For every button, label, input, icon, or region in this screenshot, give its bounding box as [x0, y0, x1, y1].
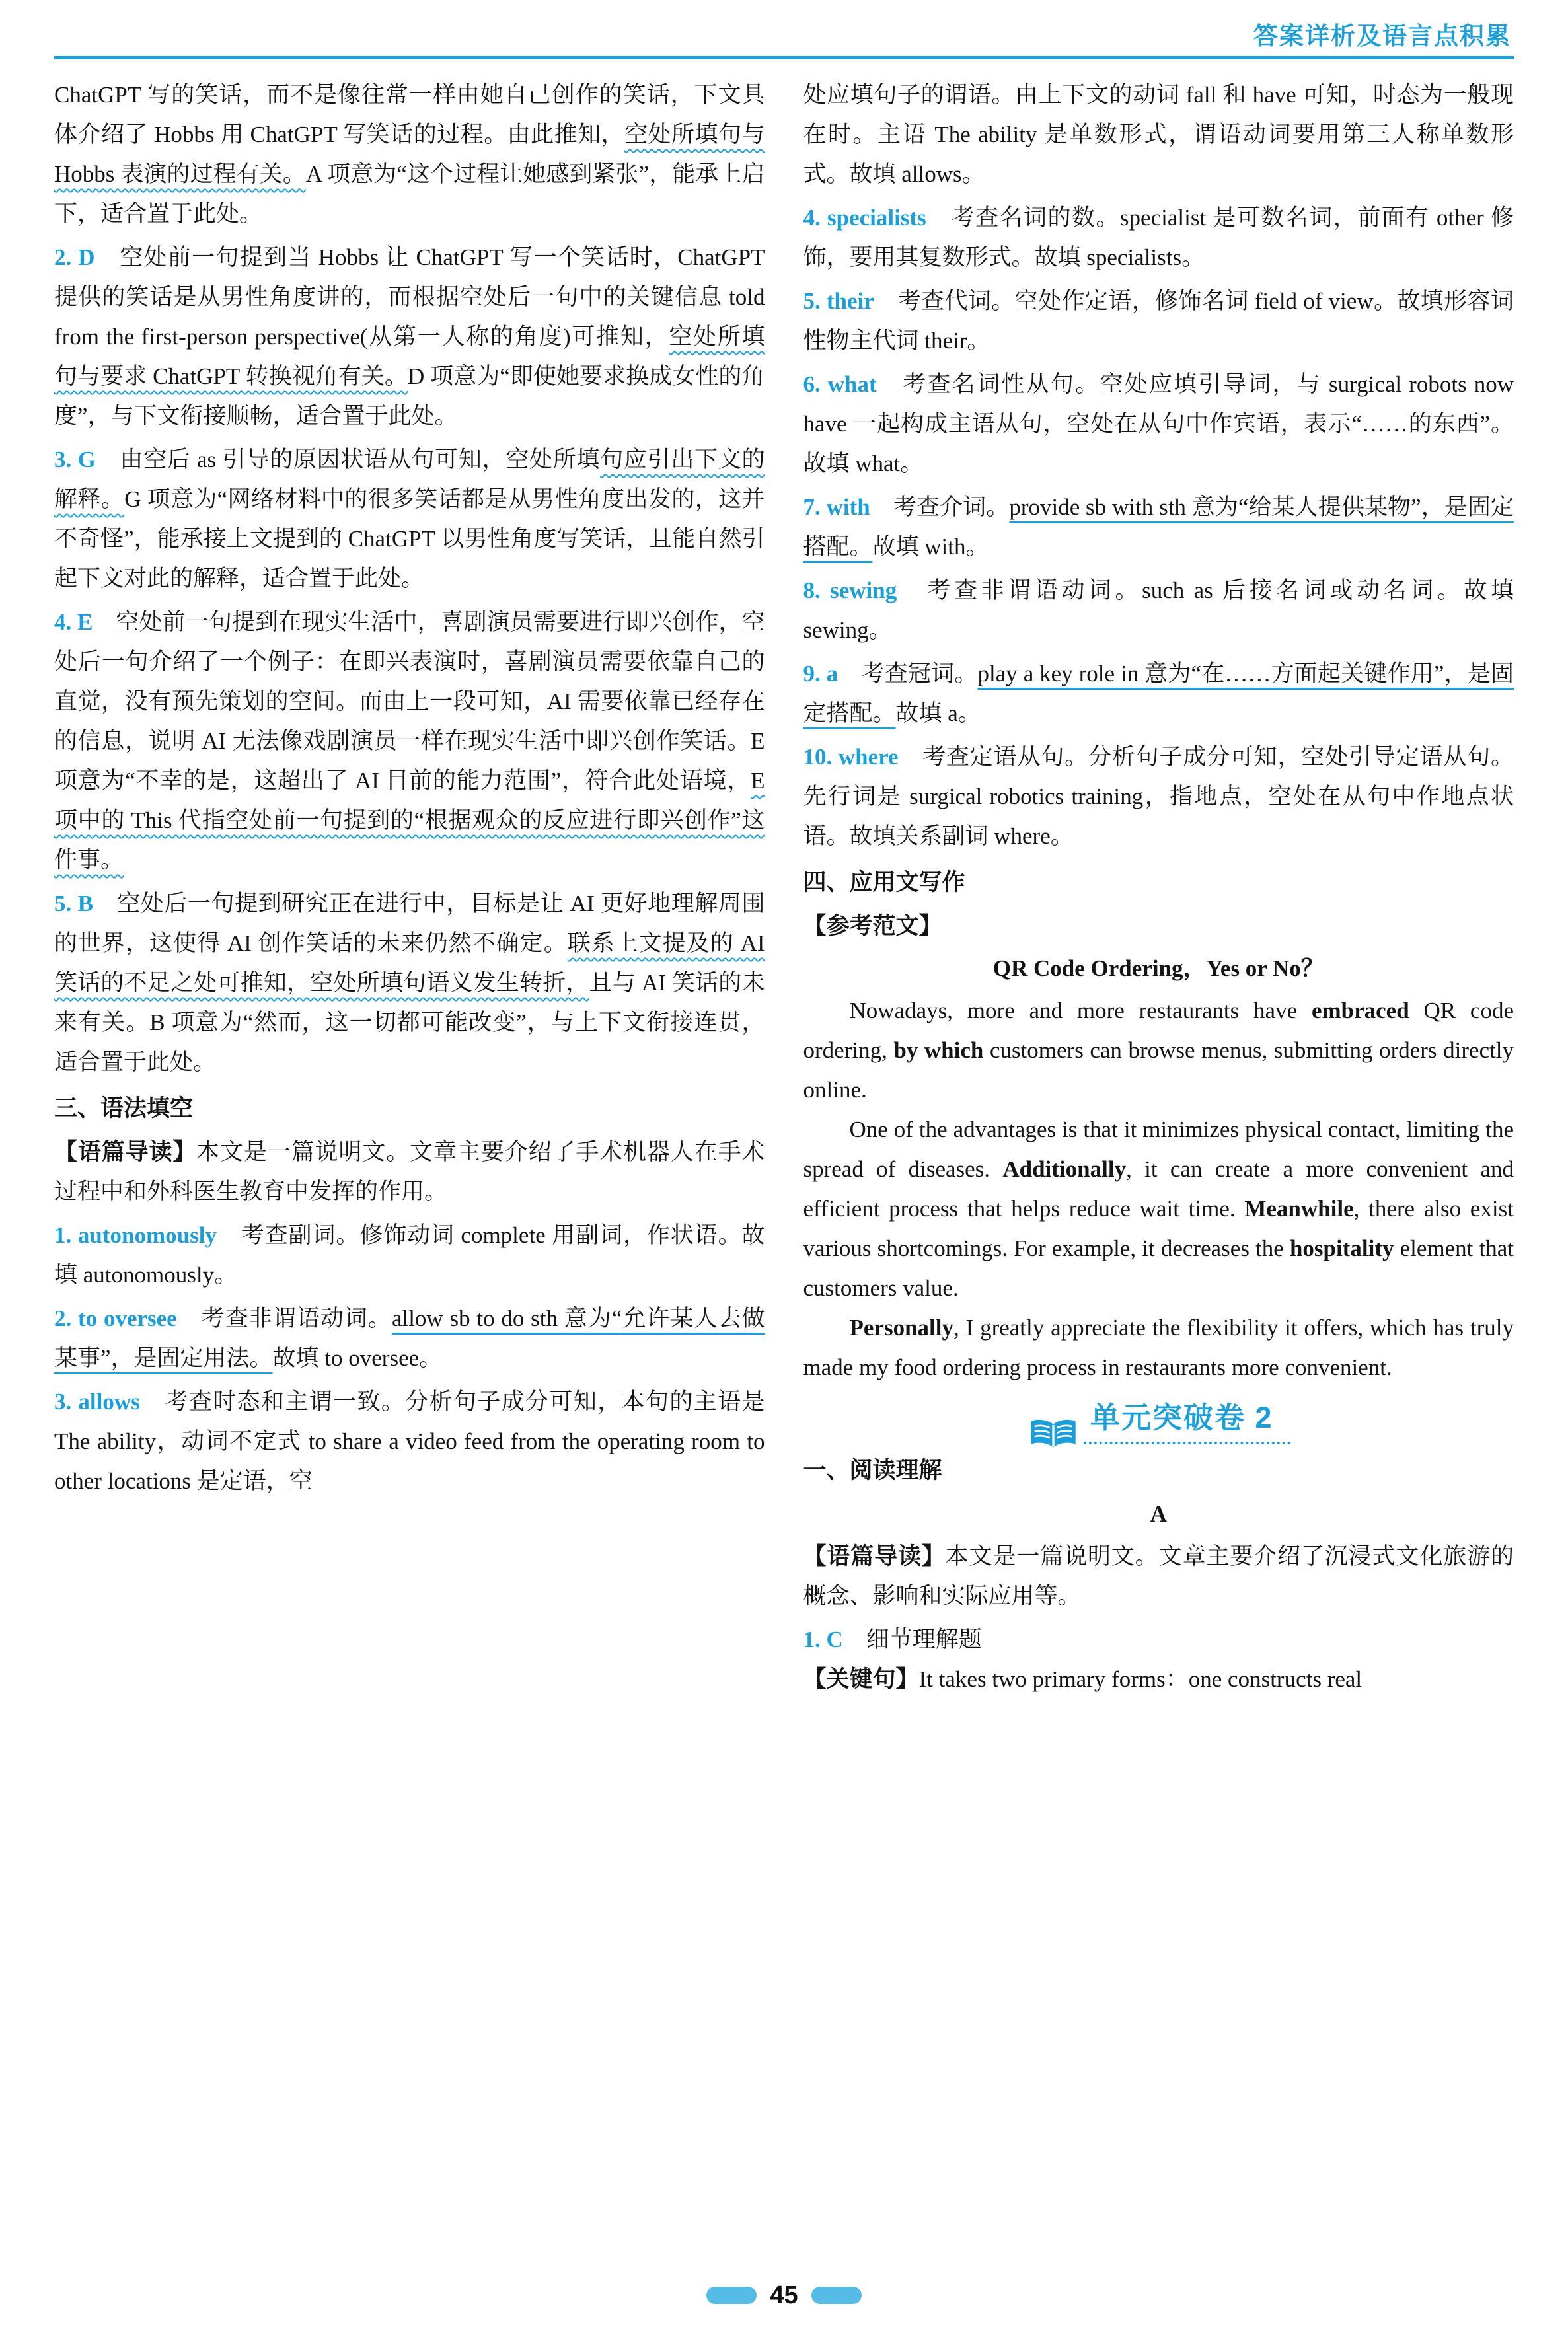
answer-label: 6. what — [803, 371, 877, 397]
answer-label: 2. D — [54, 244, 95, 270]
reading-answer-1 — [803, 1620, 1514, 1660]
answer-label: 5. their — [803, 288, 874, 314]
grammar-answer-3 — [54, 1382, 765, 1501]
text-run: 且与 AI 笑话的未来有关。B 项意为“然而，这一切都可能改变”，与上下文衔接连贯，适合置于此处。 — [54, 970, 765, 1075]
text-run: 一、阅读理解 — [803, 1457, 942, 1483]
text-run: 本文是一篇说明文。文章主要介绍了手术机器人在手术过程中和外科医生教育中发挥的作用。 — [54, 1139, 765, 1204]
text-run: 考查代词。空处作定语，修饰名词 field of view。故填形容词性物主代词 their。 — [803, 288, 1514, 353]
text-run: 句应引出下文的解释。 — [54, 447, 765, 512]
text-run: 处应填句子的谓语。由上下文的动词 fall 和 have 可知，时态为一般现在时。主语 The ability 是单数形式，谓语动词要用第三人称单数形式。故填 allows。 — [803, 82, 1514, 187]
text-run: QR code ordering, — [803, 998, 1514, 1063]
text-run: 三、语法填空 — [54, 1095, 194, 1121]
section-heading-grammar — [54, 1089, 765, 1128]
text-run: D 项意为“即使她要求换成女性的角度”，与下文衔接顺畅，适合置于此处。 — [54, 363, 765, 429]
text-run: A 项意为“这个过程让她感到紧张”，能承上启下，适合置于此处。 — [54, 161, 765, 227]
footer-decoration-right — [811, 2287, 862, 2304]
answer-label: 3. G — [54, 447, 96, 472]
answer-label: 10. where — [803, 744, 899, 770]
text-run: E 项中的 This 代指空处前一句提到的“根据观众的反应进行即兴创作”这件事。 — [54, 768, 765, 873]
answer-label: 1. autonomously — [54, 1222, 217, 1248]
text-run: G 项意为“网络材料中的很多笑话都是从男性角度出发的，这并不奇怪”，能承接上文提到的 ChatGPT 以男性角度写笑话，且能自然引起下文对此的解释，适合置于此处。 — [54, 486, 765, 591]
text-run: QR Code Ordering，Yes or No？ — [992, 955, 1324, 981]
text-run: hospitality — [1289, 1236, 1394, 1261]
text-run: 故填 with。 — [872, 534, 989, 560]
grammar-answer-1 — [54, 1216, 765, 1295]
essay-title — [803, 949, 1514, 988]
text-run: One of the advantages is that it minimizes physical contact, limiting the spread of diseases. — [803, 1117, 1514, 1182]
text-run: ChatGPT 写的笑话，而不是像往常一样由她自己创作的笑话，下文具体介绍了 Hobbs 用 ChatGPT 写笑话的过程。由此推知， — [54, 82, 765, 147]
text-run: 由空后 as 引导的原因状语从句可知，空处所填 — [95, 447, 601, 472]
section-heading-writing — [803, 863, 1514, 903]
essay-paragraph-3 — [803, 1308, 1514, 1387]
bracket-label: 【参考范文】 — [803, 913, 942, 939]
text-run: 联系上文提及的 AI 笑话的不足之处可推知，空处所填句语义发生转折， — [54, 930, 765, 996]
page-footer — [0, 2283, 1568, 2308]
text-run: Nowadays, more and more restaurants have — [849, 998, 1312, 1023]
answer-item-5 — [54, 884, 765, 1082]
text-run: 考查名词性从句。空处应填引导词，与 surgical robots now have 一起构成主语从句，空处在从句中作宾语，表示“……的东西”。故填 what。 — [803, 371, 1514, 476]
section-heading-reading — [803, 1451, 1514, 1491]
text-run: 细节理解题 — [842, 1626, 982, 1652]
grammar-answer-4 — [803, 198, 1514, 277]
text-run: Meanwhile — [1244, 1196, 1354, 1222]
passage-intro-reading — [803, 1537, 1514, 1616]
content-columns — [54, 59, 1514, 1699]
text-run: It takes two primary forms：one constructs real — [918, 1666, 1363, 1692]
answer-item-2 — [54, 238, 765, 436]
text-run: play a key role in 意为“在……方面起关键作用”，是固定搭配。 — [803, 661, 1514, 726]
grammar-answer-10 — [803, 737, 1514, 856]
bracket-label: 【语篇导读】 — [54, 1139, 197, 1165]
text-run: 考查介词。 — [870, 494, 1010, 520]
text-run: embraced — [1311, 998, 1409, 1023]
passage-intro-grammar — [54, 1132, 765, 1212]
page-number: 45 — [770, 2281, 798, 2309]
text-run: 四、应用文写作 — [803, 869, 965, 895]
answer-item-4 — [54, 603, 765, 880]
footer-decoration-left — [706, 2287, 757, 2304]
answer-label: 2. to oversee — [54, 1306, 177, 1331]
text-run: 考查时态和主谓一致。分析句子成分可知，本句的主语是 The ability，动词不定式 to share a video feed from the operating room to other locations 是定语，空 — [54, 1389, 765, 1494]
grammar-answer-9 — [803, 654, 1514, 733]
grammar-answer-5 — [803, 281, 1514, 361]
key-sentence — [803, 1660, 1514, 1699]
text-run: 考查名词的数。specialist 是可数名词，前面有 other 修饰，要用其复数形式。故填 specialists。 — [803, 205, 1514, 270]
unit-banner-title: 单元突破卷 2 — [1084, 1401, 1290, 1444]
page-header — [54, 18, 1514, 59]
grammar-answer-6 — [803, 365, 1514, 484]
bracket-label: 【关键句】 — [803, 1666, 919, 1692]
open-book-icon — [1027, 1418, 1080, 1451]
text-run: by which — [893, 1037, 984, 1063]
text-run: A — [1150, 1500, 1167, 1527]
answer-label: 1. C — [803, 1626, 843, 1652]
grammar-answer-2 — [54, 1299, 765, 1378]
text-run: 空处前一句提到在现实生活中，喜剧演员需要进行即兴创作，空处后一句介绍了一个例子：在即兴表演时，喜剧演员需要依靠自己的直觉，没有预先策划的空间。而由上一段可知，AI 需要依靠已经存在的信息，说明 AI 无法像戏剧演员一样在现实生活中即兴创作笑话。E 项意为“不幸的是，这超出了 AI 目前的能力范围”，符合此处语境， — [54, 609, 765, 793]
answer-label: 4. E — [54, 609, 93, 635]
text-run: 空处前一句提到当 Hobbs 让 ChatGPT 写一个笑话时，ChatGPT 提供的笑话是从男性角度讲的，而根据空处后一句中的关键信息 told from the first-person perspective(从第一人称的角度)可推知， — [54, 244, 765, 350]
text-run: 考查非谓语动词。such as 后接名词或动名词。故填 sewing。 — [803, 577, 1514, 643]
text-run: allow sb to do sth 意为“允许某人去做某事”，是固定用法。 — [54, 1306, 765, 1371]
text-run: 空处所填句与要求 ChatGPT 转换视角有关。 — [54, 324, 765, 389]
header-title: 答案详析及语言点积累 — [1253, 22, 1511, 50]
model-essay-label — [803, 906, 1514, 946]
text-run: 故填 a。 — [895, 700, 981, 726]
text-run: 本文是一篇说明文。文章主要介绍了沉浸式文化旅游的概念、影响和实际应用等。 — [803, 1543, 1514, 1609]
text-run: customers can browse menus, submitting orders directly online. — [803, 1037, 1514, 1103]
text-run: Additionally — [1002, 1156, 1127, 1182]
grammar-answer-3-continuation — [803, 75, 1514, 194]
grammar-answer-8 — [803, 571, 1514, 650]
text-run: , it can create a more convenient and efficient process that helps reduce wait time. — [803, 1156, 1514, 1222]
essay-paragraph-2 — [803, 1110, 1514, 1308]
answer-label: 3. allows — [54, 1389, 140, 1415]
text-run: provide sb with sth 意为“给某人提供某物”，是固定搭配。 — [803, 494, 1514, 560]
para-continuation — [54, 75, 765, 234]
answer-item-3 — [54, 440, 765, 599]
grammar-answer-7 — [803, 488, 1514, 567]
answer-label: 8. sewing — [803, 577, 897, 603]
text-run: 空处所填句与 Hobbs 表演的过程有关。 — [54, 122, 765, 187]
text-run: 考查副词。修饰动词 complete 用副词，作状语。故填 autonomously。 — [54, 1222, 765, 1288]
passage-letter — [803, 1495, 1514, 1534]
text-run: 考查定语从句。分析句子成分可知，空处引导定语从句。先行词是 surgical robotics training，指地点，空处在从句中作地点状语。故填关系副词 where。 — [803, 744, 1514, 849]
answer-label: 9. a — [803, 661, 839, 686]
answer-label: 4. specialists — [803, 205, 926, 231]
text-run: , I greatly appreciate the flexibility it offers, which has truly made my food ordering process in restaurants more convenient. — [803, 1315, 1514, 1380]
essay-paragraph-1 — [803, 991, 1514, 1110]
text-run: 空处后一句提到研究正在进行中，目标是让 AI 更好地理解周围的世界，这使得 AI 创作笑话的未来仍然不确定。 — [54, 891, 765, 956]
answer-label: 5. B — [54, 891, 93, 916]
text-run: 故填 to oversee。 — [272, 1345, 443, 1371]
text-run: Personally — [849, 1315, 953, 1341]
text-run: , there also exist various shortcomings. For example, it decreases the — [803, 1196, 1514, 1261]
left-column — [54, 75, 765, 1699]
answer-label: 7. with — [803, 494, 870, 520]
text-run: 考查冠词。 — [838, 661, 978, 686]
bracket-label: 【语篇导读】 — [803, 1543, 946, 1569]
text-run: 考查非谓语动词。 — [176, 1306, 392, 1331]
text-run: element that customers value. — [803, 1236, 1514, 1301]
right-column — [803, 75, 1514, 1699]
unit-banner — [803, 1401, 1514, 1444]
